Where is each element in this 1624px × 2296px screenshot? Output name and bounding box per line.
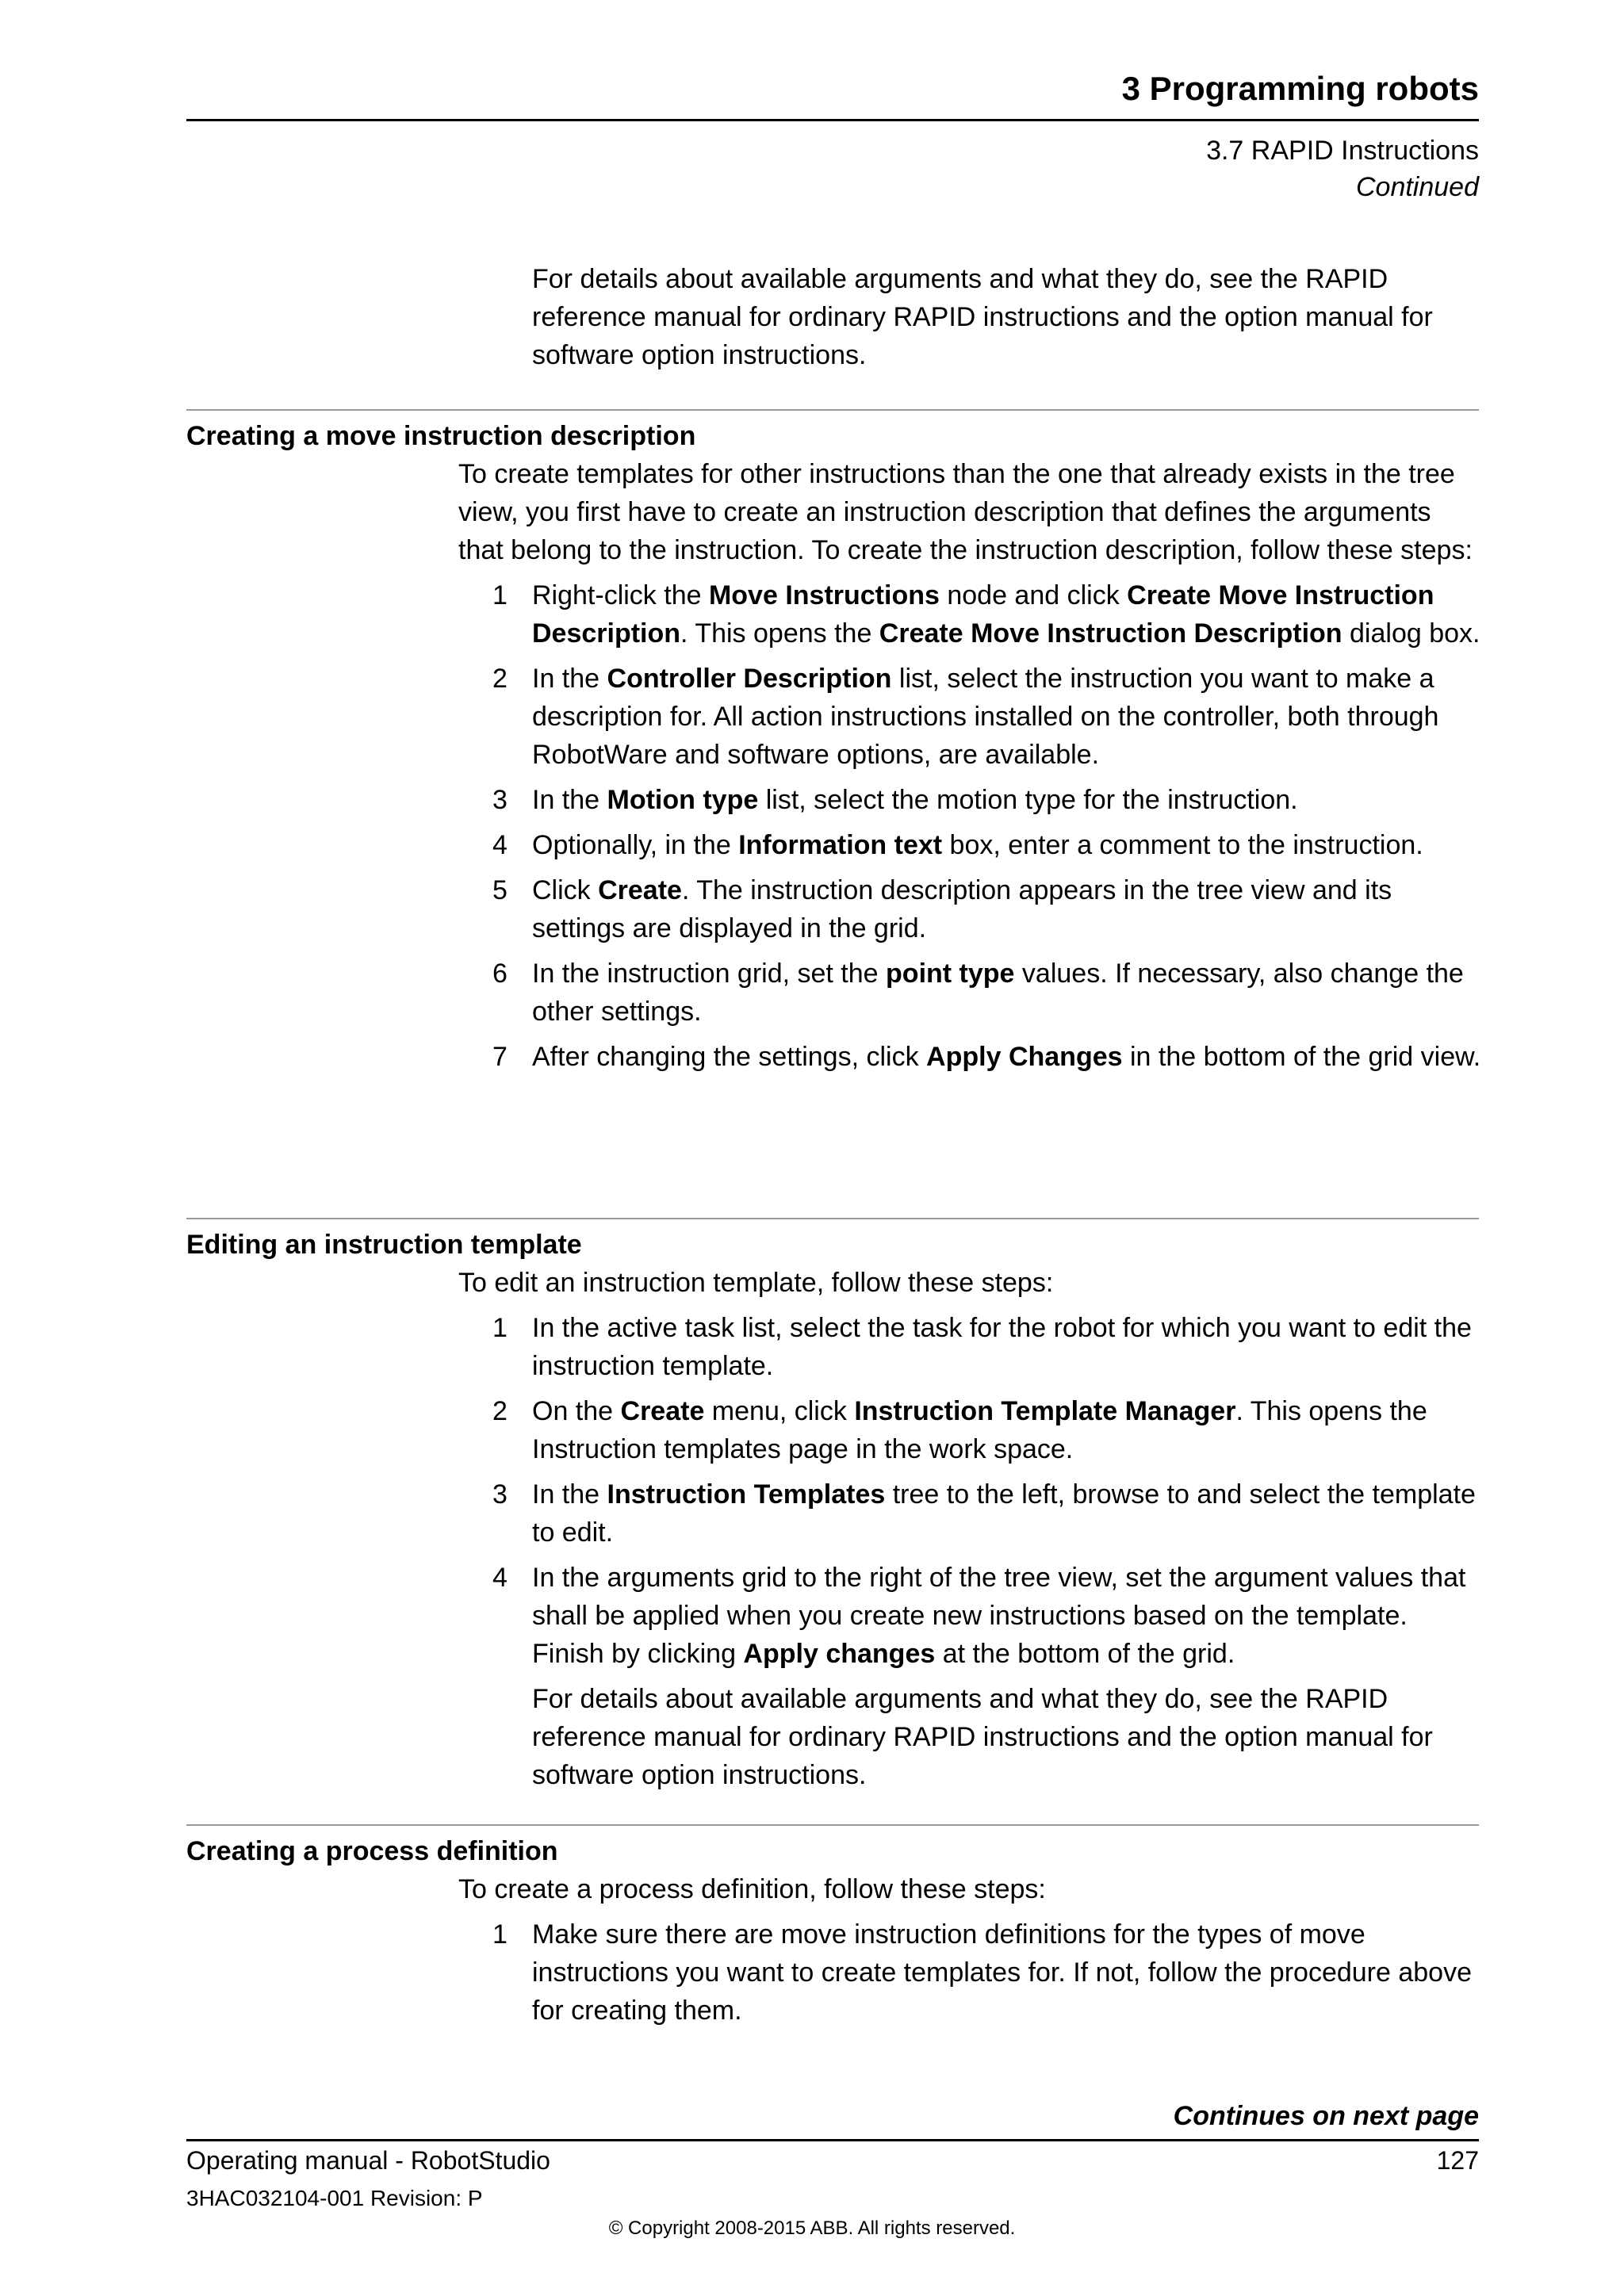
continues-next-page: Continues on next page: [1173, 2101, 1479, 2131]
step-number: 1: [492, 580, 508, 610]
step-number: 6: [492, 959, 508, 989]
footer-rule: [186, 2139, 1479, 2141]
step-item: [492, 826, 1484, 864]
step-text: In the instruction grid, set the point type values. If necessary, also change the other settings.: [532, 959, 1464, 1027]
intro-paragraph: For details about available arguments and what they do, see the RAPID reference manual for ordinary RAPID instructions and the option manual for software option instructions.: [532, 264, 1433, 370]
steps-list: [186, 1309, 1479, 1794]
steps-list: [186, 576, 1479, 1076]
section-process-definition: [186, 1824, 1479, 2037]
continued-label: Continued: [1355, 172, 1479, 202]
step-text: On the Create menu, click Instruction Template Manager. This opens the Instruction templates page in the work space.: [532, 1396, 1427, 1464]
step-item: [492, 576, 1484, 652]
section-edit-instruction-template: [186, 1218, 1479, 1801]
step-number: 1: [492, 1919, 508, 1950]
page-header: [186, 63, 1479, 205]
step-number: 2: [492, 1396, 508, 1426]
section-title: 3.7 RAPID Instructions: [1206, 136, 1479, 166]
chapter-title: 3 Programming robots: [1121, 70, 1479, 107]
step-number: 5: [492, 875, 508, 905]
step-item: [492, 1038, 1484, 1076]
header-rule: [186, 119, 1479, 121]
step-text: Make sure there are move instruction definitions for the types of move instructions you want to create templates for. If not, follow the procedure above for creating them.: [532, 1919, 1472, 2026]
step-number: 7: [492, 1042, 508, 1072]
step-number: 1: [492, 1313, 508, 1343]
section-move-instruction-description: [186, 409, 1479, 1083]
page-number: 127: [1436, 2146, 1479, 2175]
document-id: 3HAC032104-001 Revision: P: [186, 2186, 483, 2210]
step-text: Optionally, in the Information text box, enter a comment to the instruction.: [532, 830, 1423, 860]
section-intro: To create a process definition, follow these steps:: [458, 1874, 1046, 1904]
steps-list: [186, 1915, 1479, 2030]
step-item: [492, 660, 1484, 774]
section-heading: Editing an instruction template: [186, 1230, 582, 1260]
step-number: 4: [492, 1563, 508, 1593]
step-item: [492, 1559, 1484, 1794]
step-item: [492, 1475, 1484, 1552]
step-item: [492, 1392, 1484, 1468]
step-text: Right-click the Move Instructions node and click Create Move Instruction Description. This opens the Create Move Instruction Description dialog box.: [532, 580, 1480, 649]
step-text: In the Controller Description list, select the instruction you want to make a description for. All action instructions installed on the controller, both through RobotWare and software options, are available.: [532, 664, 1439, 770]
section-intro: To edit an instruction template, follow these steps:: [458, 1268, 1054, 1298]
step-item: [492, 1309, 1484, 1385]
copyright-notice: © Copyright 2008-2015 ABB. All rights reserved.: [608, 2218, 1016, 2239]
step-text: Click Create. The instruction description appears in the tree view and its settings are displayed in the grid.: [532, 875, 1392, 943]
section-heading: Creating a move instruction description: [186, 421, 696, 451]
section-divider: [186, 409, 1479, 411]
step-item: [492, 781, 1484, 819]
section-heading: Creating a process definition: [186, 1836, 558, 1866]
manual-title: Operating manual - RobotStudio: [186, 2146, 550, 2175]
step-text: In the Motion type list, select the motion type for the instruction.: [532, 785, 1298, 815]
page-footer: [186, 2098, 1479, 2214]
section-divider: [186, 1218, 1479, 1219]
step-number: 2: [492, 664, 508, 694]
step-number: 4: [492, 830, 508, 860]
step-item: [492, 955, 1484, 1031]
step-item: [492, 1915, 1484, 2030]
step-number: 3: [492, 785, 508, 815]
step-text: In the Instruction Templates tree to the left, browse to and select the template to edit.: [532, 1479, 1476, 1548]
step-item: [492, 871, 1484, 947]
step-number: 3: [492, 1479, 508, 1510]
step-text: After changing the settings, click Apply Changes in the bottom of the grid view.: [532, 1042, 1481, 1072]
section-divider: [186, 1824, 1479, 1826]
step-note: For details about available arguments and what they do, see the RAPID reference manual for ordinary RAPID instructions and the option manual for software option instructions.: [532, 1684, 1433, 1790]
section-intro: To create templates for other instructions than the one that already exists in the tree view, you first have to create an instruction description that defines the arguments that belong to the instruction. To create the instruction description, follow these steps:: [458, 459, 1473, 565]
step-text: In the arguments grid to the right of the tree view, set the argument values that shall be applied when you create new instructions based on the template. Finish by clicking Apply changes at the bottom of the grid.: [532, 1563, 1466, 1669]
step-text: In the active task list, select the task for the robot for which you want to edit the instruction template.: [532, 1313, 1472, 1381]
